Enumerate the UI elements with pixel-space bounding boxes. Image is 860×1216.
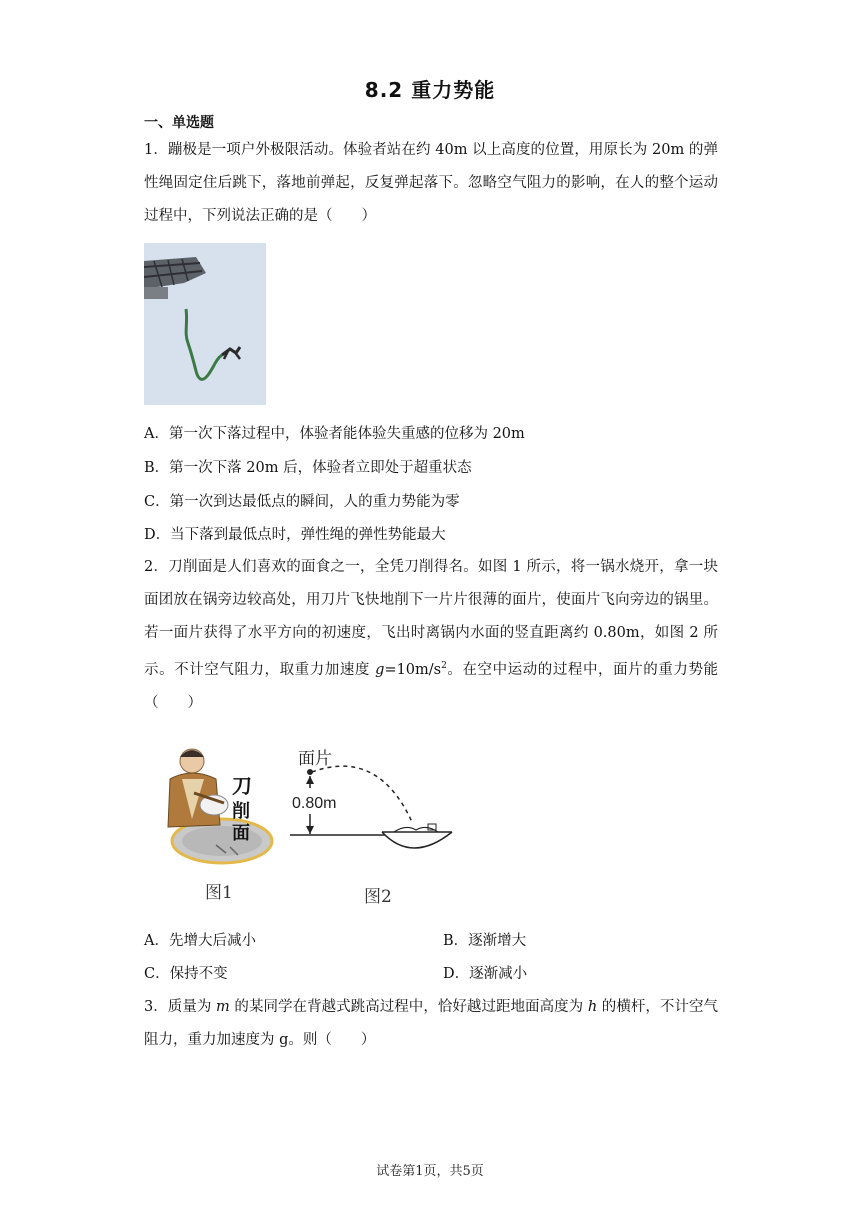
q1-option-a: A．第一次下落过程中，体验者能体验失重感的位移为 20m <box>144 426 525 442</box>
figure-1-label: 图1 <box>205 883 233 903</box>
q2-option-b: B．逐渐增大 <box>443 933 527 949</box>
page-footer: 试卷第1页，共5页 <box>376 1164 484 1179</box>
q3-part-1: 3．质量为 <box>144 999 217 1015</box>
q3-mass-symbol: m <box>216 999 230 1015</box>
q2-stem-part-c: 。在空中运动的过程中，面片的重力势能（ ） <box>144 661 719 711</box>
q1-option-b: B．第一次下落 20m 后，体验者立即处于超重状态 <box>144 460 472 476</box>
fig1-char-1: 刀 <box>232 776 252 798</box>
q2-option-a: A．先增大后减小 <box>144 933 256 949</box>
fig2-piece-label: 面片 <box>298 749 332 768</box>
q3-part-3: 的横杆，不计空气阻力，重力加速度为 g。则（ ） <box>144 999 719 1048</box>
q2-stem-part-a: 2．刀削面是人们喜欢的面食之一，全凭刀削得名。如图 1 所示，将一锅水烧开，拿一块面团放在锅旁边较高处，用刀片飞快地削下一片片很薄的面片，使面片飞向旁边的锅里。若一面片获得了水平方向的初速度，飞出时离锅内水面的竖直距离约 0.80m，如图 2 所示。不计空气阻力，取重力加速度 <box>144 559 718 678</box>
q1-option-d: D．当下落到最低点时，弹性绳的弹性势能最大 <box>144 527 446 543</box>
fig1-char-3: 面 <box>232 823 250 843</box>
page-title: 8.2 重力势能 <box>364 78 496 102</box>
q1-option-c: C．第一次到达最低点的瞬间，人的重力势能为零 <box>144 494 460 510</box>
section-heading: 一、单选题 <box>144 115 214 131</box>
bungee-photo <box>144 243 266 405</box>
q2-stem <box>144 551 718 720</box>
q2-option-c: C．保持不变 <box>144 966 228 982</box>
fig1-char-2: 削 <box>232 801 250 821</box>
figure-1-chef <box>160 745 275 870</box>
figure-2-label: 图2 <box>364 887 392 907</box>
q3-stem <box>144 991 718 1057</box>
q1-stem: 1．蹦极是一项户外极限活动。体验者站在约 40m 以上高度的位置，用原长为 20m 的弹性绳固定住后跳下，落地前弹起，反复弹起落下。忽略空气阻力的影响，在人的整个运动过程中，下列说法正确的是（ ） <box>144 142 718 224</box>
dough-ball <box>200 795 228 815</box>
q2-stem-part-b: =10m/s <box>384 661 442 678</box>
q2-gravity-symbol: g <box>375 661 385 678</box>
fig2-height-label: 0.80m <box>292 795 337 812</box>
q3-height-symbol: h <box>587 999 598 1015</box>
q2-option-d: D．逐渐减小 <box>443 966 528 982</box>
figure-2-diagram <box>288 740 468 858</box>
q2-superscript: 2 <box>441 661 447 671</box>
q3-part-2: 的某同学在背越式跳高过程中，恰好越过距地面高度为 <box>229 999 588 1015</box>
wok-body <box>382 832 452 848</box>
